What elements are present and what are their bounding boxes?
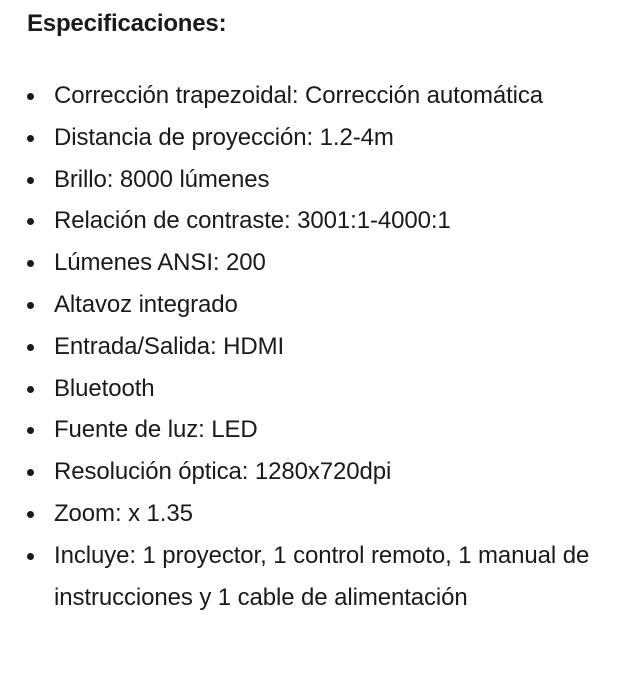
spec-text: Relación de contraste: 3001:1-4000:1 <box>54 207 451 235</box>
spec-item-ansi-lumens <box>27 242 639 284</box>
bullet-icon <box>27 218 34 225</box>
spec-text: Bluetooth <box>54 374 155 402</box>
spec-list <box>27 75 640 618</box>
bullet-icon <box>27 177 34 184</box>
spec-item-keystone <box>27 75 639 117</box>
spec-text: Distancia de proyección: 1.2-4m <box>54 123 394 151</box>
spec-item-bluetooth <box>27 368 639 410</box>
spec-item-resolution <box>27 451 639 493</box>
spec-item-light-source <box>27 409 639 451</box>
bullet-icon <box>27 469 34 476</box>
spec-text: Fuente de luz: LED <box>54 416 258 444</box>
spec-item-zoom <box>27 493 639 535</box>
spec-text: Altavoz integrado <box>54 290 238 318</box>
spec-text: Brillo: 8000 lúmenes <box>54 165 270 193</box>
bullet-icon <box>27 427 34 434</box>
bullet-icon <box>27 553 34 560</box>
bullet-icon <box>27 93 34 100</box>
spec-text: Entrada/Salida: HDMI <box>54 332 285 360</box>
page-title: Especificaciones: <box>27 10 227 37</box>
bullet-icon <box>27 260 34 267</box>
spec-item-includes <box>27 535 639 619</box>
bullet-icon <box>27 511 34 518</box>
spec-item-brightness <box>27 159 639 201</box>
bullet-icon <box>27 386 34 393</box>
spec-text: Lúmenes ANSI: 200 <box>54 249 266 277</box>
spec-text: Zoom: x 1.35 <box>54 499 193 527</box>
spec-item-contrast <box>27 200 639 242</box>
spec-item-io <box>27 326 639 368</box>
bullet-icon <box>27 135 34 142</box>
spec-item-speaker <box>27 284 639 326</box>
spec-text: Incluye: 1 proyector, 1 control remoto, 1 manual de instrucciones y 1 cable de alimentación <box>54 541 590 611</box>
bullet-icon <box>27 344 34 351</box>
spec-text: Resolución óptica: 1280x720dpi <box>54 458 392 486</box>
bullet-icon <box>27 302 34 309</box>
spec-item-projection-distance <box>27 117 639 159</box>
spec-text: Corrección trapezoidal: Corrección automática <box>54 82 544 109</box>
